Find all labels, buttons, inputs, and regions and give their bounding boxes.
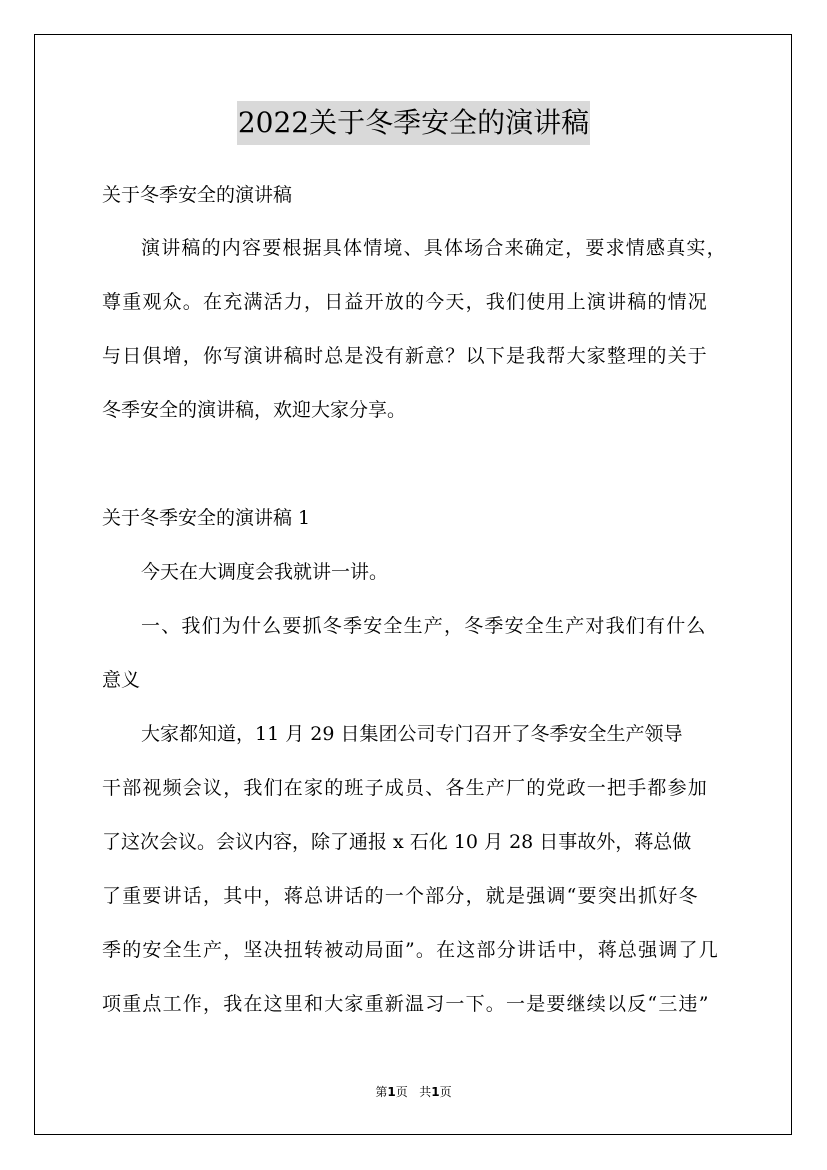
text-line <box>0 396 827 424</box>
text-line <box>0 720 827 748</box>
text-line <box>0 288 827 316</box>
page-footer <box>0 1083 827 1100</box>
text-line <box>0 181 827 209</box>
total-pages-prefix: 共 <box>419 1085 432 1099</box>
text-line <box>0 504 827 532</box>
title-block <box>0 101 827 145</box>
paragraph-line: 今天在大调度会我就讲一讲。 <box>141 561 389 583</box>
text-line <box>0 342 827 370</box>
paragraph-line: 演讲稿的内容要根据具体情境、具体场合来确定，要求情感真实， <box>141 237 727 259</box>
paragraph-line: 季的安全生产，坚决扭转被动局面”。在这部分讲话中，蒋总强调了几 <box>102 939 719 961</box>
page-number-suffix: 页 <box>395 1085 408 1099</box>
text-line <box>0 774 827 802</box>
paragraph-line: 了重要讲话，其中，蒋总讲话的一个部分，就是强调“要突出抓好冬 <box>102 885 699 907</box>
section-heading: 关于冬季安全的演讲稿 1 <box>102 507 311 529</box>
paragraph-line: 尊重观众。在充满活力，日益开放的今天，我们使用上演讲稿的情况 <box>102 291 709 313</box>
text-line <box>0 936 827 964</box>
page-number-prefix: 第 <box>375 1085 388 1099</box>
paragraph-line: 冬季安全的演讲稿，欢迎大家分享。 <box>102 399 407 421</box>
paragraph-line: 一、我们为什么要抓冬季安全生产，冬季安全生产对我们有什么 <box>141 615 707 637</box>
paragraph-line: 意义 <box>102 669 141 691</box>
total-pages-suffix: 页 <box>439 1085 452 1099</box>
paragraph-line: 与日俱增，你写演讲稿时总是没有新意？以下是我帮大家整理的关于 <box>102 345 709 367</box>
text-line <box>0 666 827 694</box>
paragraph-line: 项重点工作，我在这里和大家重新温习一下。一是要继续以反“三违” <box>102 993 710 1015</box>
text-line <box>0 990 827 1018</box>
paragraph-line: 大家都知道，11 月 29 日集团公司专门召开了冬季安全生产领导 <box>141 723 683 745</box>
page-number: 1 <box>387 1085 396 1099</box>
text-line <box>0 612 827 640</box>
total-pages: 1 <box>431 1085 440 1099</box>
text-line <box>0 882 827 910</box>
text-line <box>0 234 827 262</box>
paragraph-line: 干部视频会议，我们在家的班子成员、各生产厂的党政一把手都参加 <box>102 777 709 799</box>
text-line <box>0 828 827 856</box>
section-heading: 关于冬季安全的演讲稿 <box>102 184 293 206</box>
document-title: 2022关于冬季安全的演讲稿 <box>237 101 590 145</box>
paragraph-line: 了这次会议。会议内容，除了通报 x 石化 10 月 28 日事故外，蒋总做 <box>102 831 692 853</box>
text-line <box>0 558 827 586</box>
